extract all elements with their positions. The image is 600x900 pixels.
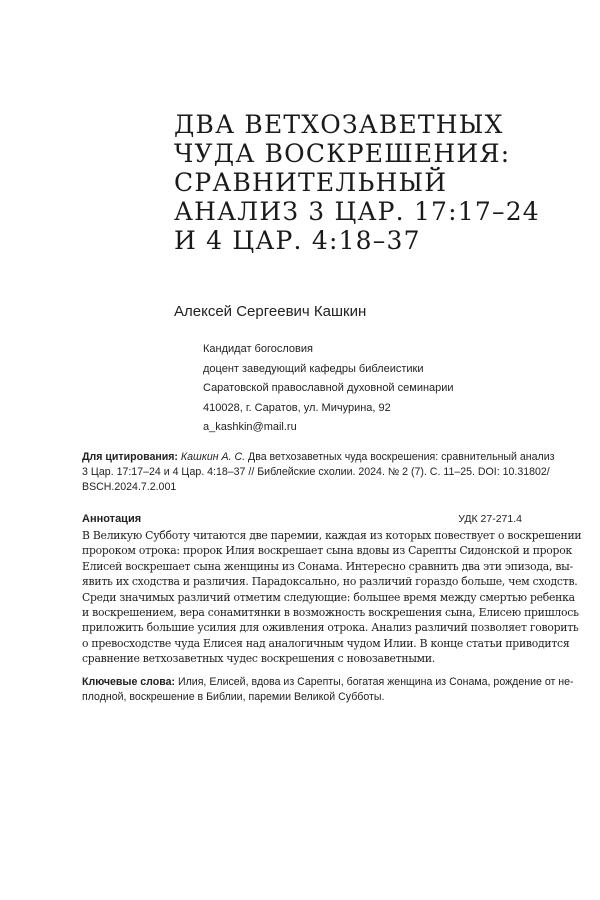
title-line: СРАВНИТЕЛЬНЫЙ [174,168,448,197]
citation-text: 3 Цар. 17:17–24 и 4 Цар. 4:18–37 // Библейские схолии. 2024. № 2 (7). С. 11–25. DOI: 10.31802/ [82,466,550,478]
citation-label: Для цитирования: [82,451,178,463]
abstract-line: явить их сходства и различия. Парадоксально, но различий гораздо больше, чем сходств. [82,575,578,589]
keywords-text: Илия, Елисей, вдова из Сарепты, богатая женщина из Сонама, рождение от не- [177,676,574,688]
author-name: Алексей Сергеевич Кашкин [174,303,367,320]
citation-block [82,450,555,495]
abstract-line: сравнение ветхозаветных чудес воскрешения с новозаветными. [82,652,435,666]
keywords-label: Ключевые слова: [82,676,176,688]
citation-text: BSCH.2024.7.2.001 [82,481,177,493]
title-line: АНАЛИЗ 3 ЦАР. 17:17–24 [174,197,540,226]
abstract-heading: Аннотация [82,513,142,525]
title-line: И 4 ЦАР. 4:18–37 [174,226,421,255]
abstract-line: Елисей воскрешает сына женщины из Сонама. Интересно сравнить два эти эпизода, вы- [82,559,573,573]
abstract-line: пророком отрока: пророк Илия воскрешает сына вдовы из Сарепты Сидонской и пророк [82,544,572,558]
title-line: ЧУДА ВОСКРЕШЕНИЯ: [174,139,511,168]
udc-code: УДК 27-271.4 [458,513,522,525]
citation-text: Два ветхозаветных чуда воскрешения: сравнительный анализ [248,451,555,463]
abstract-line: приложить большие усилия для оживления отрока. Анализ различий позволяет говорить [82,621,579,635]
keywords-block [82,675,574,705]
article-title [174,110,574,255]
title-line: ДВА ВЕТХОЗАВЕТНЫХ [174,110,504,139]
affiliation-degree: Кандидат богословия [203,343,313,355]
abstract-line: и воскрешением, вера сонамитянки в возможность воскрешения сына, Елисею пришлось [82,606,579,620]
keywords-text: плодной, воскрешение в Библии, паремии Великой Субботы. [82,691,385,703]
abstract-header [82,513,522,529]
affiliation-email: a_kashkin@mail.ru [203,421,297,433]
citation-author: Кашкин А. С. [180,451,246,463]
abstract-line: Среди значимых различий отметим следующие: большее время между смертью ребенка [82,590,575,604]
abstract-line: В Великую Субботу читаются две паремии, каждая из которых повествует о воскрешении [82,529,582,542]
abstract-line: о превосходстве чуда Елисея над аналогичным чудом Илии. В конце статьи приводится [82,636,570,650]
affiliation-position: доцент заведующий кафедры библеистики [203,362,424,375]
abstract-text [82,528,582,667]
affiliation-address: 410028, г. Саратов, ул. Мичурина, 92 [203,401,391,414]
author-affiliation [203,340,454,438]
affiliation-institution: Саратовской православной духовной семинарии [203,382,454,394]
